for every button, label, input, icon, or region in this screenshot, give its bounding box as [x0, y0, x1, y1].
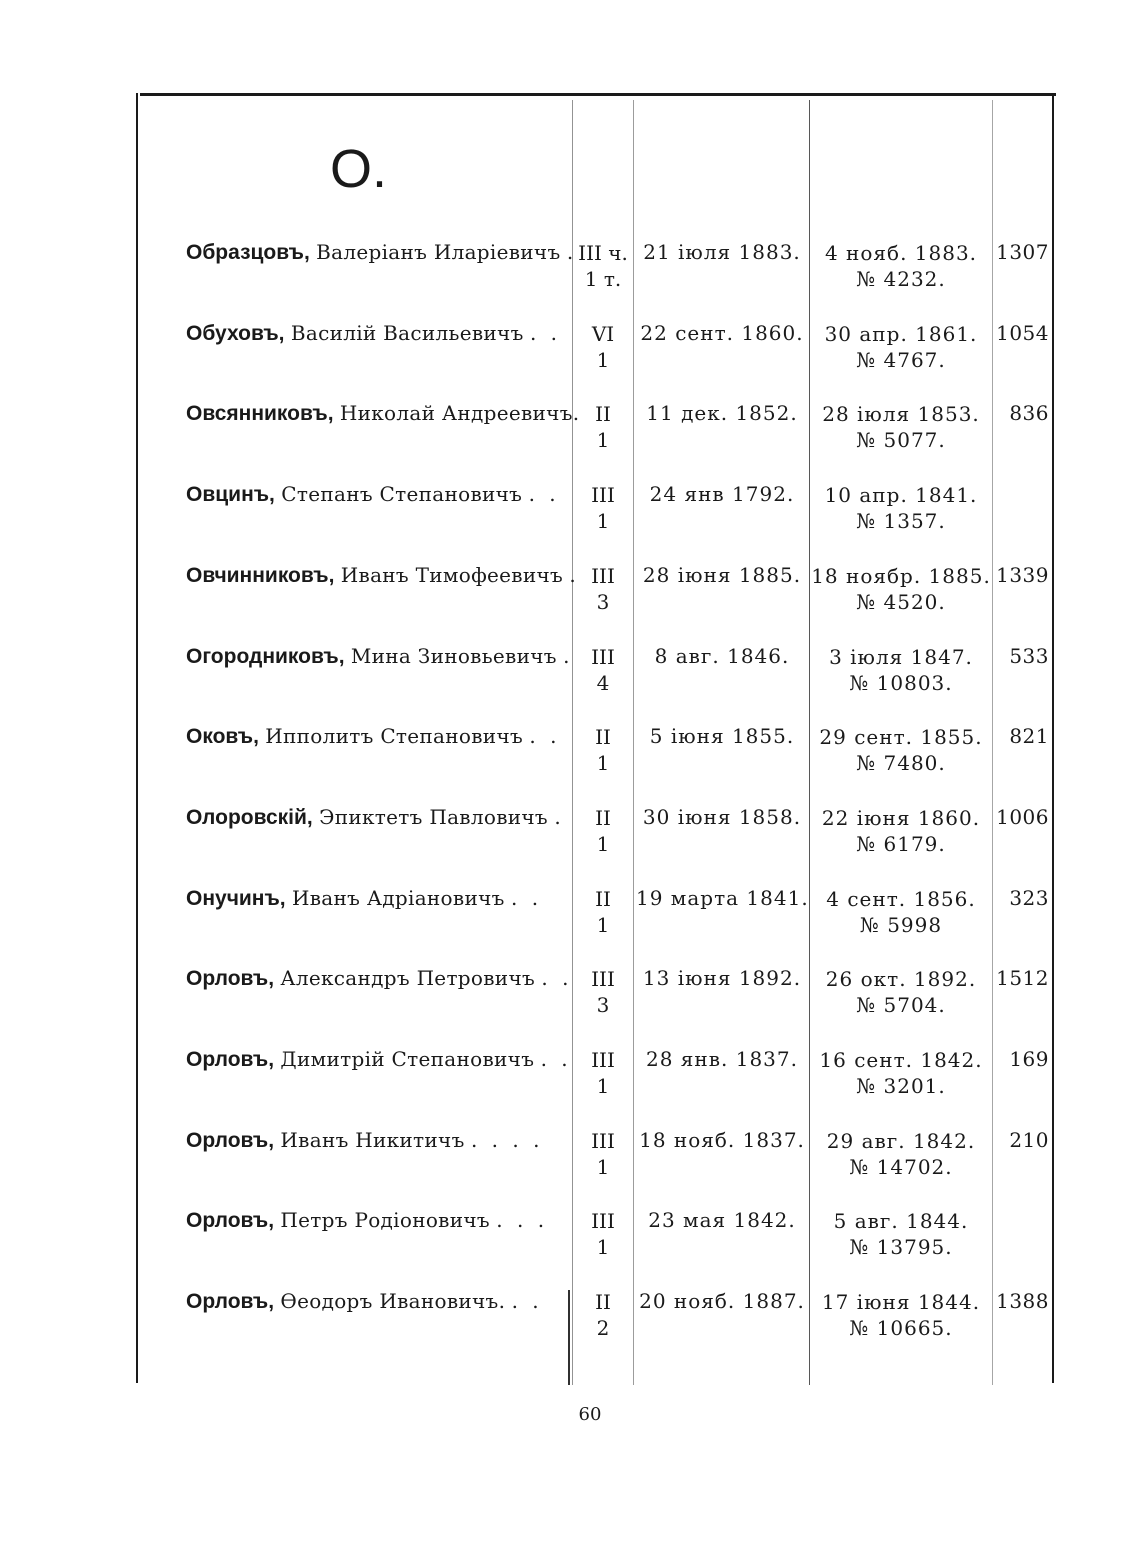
- entry-class-line1: III: [591, 645, 615, 669]
- entry-surname: Огородниковъ,: [186, 645, 345, 668]
- entry-order-number: № 4520.: [856, 590, 946, 614]
- entry-name: [186, 1289, 576, 1314]
- entry-leader-dots: . .: [528, 482, 560, 506]
- table-row: [0, 482, 1140, 552]
- entry-number: 1054: [996, 321, 1049, 345]
- entry-surname: Овчинниковъ,: [186, 564, 335, 587]
- entry-order-number: № 4767.: [856, 348, 946, 372]
- entry-born-date: 5 іюня 1855.: [649, 724, 795, 748]
- entry-appointed-date: 16 сент. 1842.: [819, 1048, 983, 1072]
- table-top-rule: [140, 93, 1056, 96]
- entry-appointment: [811, 1289, 991, 1341]
- entry-name: [186, 1128, 576, 1153]
- entry-class: [574, 886, 632, 938]
- entry-given-name: Иванъ Адріановичъ: [292, 886, 505, 910]
- entry-given-name: Александръ Петровичъ: [280, 966, 535, 990]
- entry-class: [574, 1208, 632, 1260]
- entry-order-number: № 6179.: [856, 832, 946, 856]
- entry-class-line2: 1: [596, 348, 610, 372]
- entry-order-number: № 5077.: [856, 428, 946, 452]
- entry-order-number: № 14702.: [849, 1155, 953, 1179]
- entry-surname: Орловъ,: [186, 1209, 275, 1232]
- entry-class: [574, 1289, 632, 1341]
- entry-number: 1307: [996, 240, 1049, 264]
- entry-born-date: 20 нояб. 1887.: [639, 1289, 805, 1313]
- entry-born-date: 23 мая 1842.: [648, 1208, 796, 1232]
- page-number: 60: [578, 1404, 602, 1425]
- entry-surname: Орловъ,: [186, 1129, 275, 1152]
- entry-surname: Оковъ,: [186, 725, 259, 748]
- table-row: [0, 805, 1140, 875]
- entry-surname: Обуховъ,: [186, 322, 285, 345]
- entry-name: [186, 482, 576, 507]
- entry-order-number: № 5704.: [856, 993, 946, 1017]
- entry-appointment: [811, 805, 991, 857]
- entry-born-date: 13 іюня 1892.: [642, 966, 802, 990]
- entry-given-name: Степанъ Степановичъ: [281, 482, 523, 506]
- entry-class: [574, 482, 632, 534]
- entry-number: 1388: [996, 1289, 1049, 1313]
- entry-class-line1: VI: [591, 322, 615, 346]
- entry-name: [186, 563, 580, 588]
- entry-leader-dots: . .: [511, 886, 543, 910]
- entry-name: [186, 1047, 576, 1072]
- entry-born-date: 19 марта 1841.: [636, 886, 809, 910]
- entry-leader-dots: .: [569, 563, 580, 587]
- entry-given-name: Мина Зиновьевичъ: [350, 644, 557, 668]
- entry-class-line1: III: [591, 1129, 615, 1153]
- entry-name: [186, 240, 576, 265]
- entry-class: [574, 1128, 632, 1180]
- entry-surname: Овцинъ,: [186, 483, 275, 506]
- table-row: [0, 1208, 1140, 1278]
- entry-given-name: Василій Васильевичъ: [290, 321, 524, 345]
- entry-appointment: [811, 563, 991, 615]
- entry-appointed-date: 3 іюля 1847.: [829, 645, 973, 669]
- entry-surname: Орловъ,: [186, 967, 275, 990]
- entry-class-line1: III: [591, 483, 615, 507]
- entry-surname: Орловъ,: [186, 1290, 275, 1313]
- entry-surname: Орловъ,: [186, 1048, 275, 1071]
- table-row: [0, 644, 1140, 714]
- entry-class: [574, 240, 632, 292]
- entry-appointment: [811, 321, 991, 373]
- entry-class-line1: III: [591, 967, 615, 991]
- entry-given-name: Эпиктетъ Павловичъ: [319, 805, 548, 829]
- table-row: [0, 1047, 1140, 1117]
- entry-class-line2: 1: [596, 509, 610, 533]
- table-row: [0, 321, 1140, 391]
- entry-class: [574, 805, 632, 857]
- table-row: [0, 1128, 1140, 1198]
- entry-leader-dots: . . .: [496, 1208, 549, 1232]
- entry-leader-dots: . .: [540, 1047, 572, 1071]
- entry-appointed-date: 29 авг. 1842.: [826, 1129, 976, 1153]
- entry-class-line2: 1: [596, 913, 610, 937]
- entry-number: 1339: [996, 563, 1049, 587]
- entry-appointed-date: 4 сент. 1856.: [826, 887, 976, 911]
- entry-name: [186, 886, 576, 911]
- entry-born-date: 24 янв 1792.: [649, 482, 795, 506]
- entry-name: [186, 805, 576, 830]
- entry-given-name: Иванъ Никитичъ: [280, 1128, 465, 1152]
- entry-appointed-date: 29 сент. 1855.: [819, 725, 983, 749]
- entry-appointed-date: 26 окт. 1892.: [825, 967, 977, 991]
- entry-class-line2: 1: [596, 1074, 610, 1098]
- table-row: [0, 401, 1140, 471]
- entry-appointment: [811, 966, 991, 1018]
- entry-born-date: 8 авг. 1846.: [654, 644, 790, 668]
- entry-appointed-date: 18 ноябр. 1885.: [811, 564, 991, 588]
- entry-given-name: Николай Андреевичъ.: [339, 401, 580, 425]
- entry-class: [574, 321, 632, 373]
- entry-given-name: Ипполитъ Степановичъ: [265, 724, 523, 748]
- entry-class: [574, 724, 632, 776]
- entry-name: [186, 724, 576, 749]
- entry-number: 836: [1009, 401, 1049, 425]
- entry-appointment: [811, 886, 991, 938]
- entry-leader-dots: . .: [529, 321, 562, 345]
- entry-order-number: № 4232.: [856, 267, 946, 291]
- entry-class-line1: III: [591, 1209, 615, 1233]
- entry-class-line1: III ч.: [578, 241, 628, 265]
- entry-given-name: Петръ Родіоновичъ: [280, 1208, 490, 1232]
- entry-order-number: № 5998: [859, 913, 943, 937]
- entry-surname: Олоровскій,: [186, 806, 313, 829]
- entry-appointed-date: 4 нояб. 1883.: [824, 241, 978, 265]
- entry-class-line2: 1 т.: [584, 267, 622, 291]
- entry-born-date: 28 іюня 1885.: [642, 563, 802, 587]
- entry-leader-dots: .: [566, 240, 578, 264]
- entry-class-line1: II: [595, 725, 611, 749]
- entry-appointment: [811, 240, 991, 292]
- entry-name: [186, 1208, 576, 1233]
- entry-appointed-date: 5 авг. 1844.: [833, 1209, 969, 1233]
- entry-leader-dots: .: [554, 805, 565, 829]
- entry-surname: Образцовъ,: [186, 241, 310, 264]
- entry-class-line2: 1: [596, 428, 610, 452]
- entry-appointed-date: 28 іюля 1853.: [822, 402, 980, 426]
- entry-class-line2: 3: [596, 993, 610, 1017]
- entry-class: [574, 644, 632, 696]
- entry-number: 1006: [996, 805, 1049, 829]
- entry-name: [186, 966, 576, 991]
- entry-class-line1: III: [591, 564, 615, 588]
- entry-class: [574, 401, 632, 453]
- entry-class-line1: II: [595, 1290, 611, 1314]
- table-row: [0, 240, 1140, 310]
- entry-number: 1512: [996, 966, 1049, 990]
- table-row: [0, 966, 1140, 1036]
- entry-class-line2: 1: [596, 832, 610, 856]
- entry-class-line2: 1: [596, 751, 610, 775]
- entry-class-line1: III: [591, 1048, 615, 1072]
- entry-appointed-date: 22 іюня 1860.: [821, 806, 981, 830]
- entry-class: [574, 563, 632, 615]
- entry-class-line1: II: [595, 402, 611, 426]
- entry-name: [186, 401, 580, 426]
- entry-given-name: Иванъ Тимофеевичъ: [340, 563, 564, 587]
- entry-number: 169: [1009, 1047, 1049, 1071]
- entry-class: [574, 1047, 632, 1099]
- entry-order-number: № 10665.: [849, 1316, 953, 1340]
- entry-class-line2: 3: [596, 590, 610, 614]
- entry-class-line1: II: [595, 806, 611, 830]
- entry-class-line2: 2: [596, 1316, 610, 1340]
- entry-surname: Онучинъ,: [186, 887, 286, 910]
- entry-leader-dots: .: [563, 644, 574, 668]
- entry-appointment: [811, 644, 991, 696]
- entry-appointed-date: 30 апр. 1861.: [824, 322, 978, 346]
- entry-order-number: № 7480.: [856, 751, 946, 775]
- table-row: [0, 724, 1140, 794]
- entry-leader-dots: . .: [511, 1289, 543, 1313]
- entry-name: [186, 644, 576, 669]
- entry-number: 533: [1009, 644, 1049, 668]
- entry-class-line2: 4: [596, 671, 610, 695]
- entry-leader-dots: . . . .: [470, 1128, 544, 1152]
- entry-name: [186, 321, 576, 346]
- entry-leader-dots: . .: [541, 966, 573, 990]
- entry-appointed-date: 10 апр. 1841.: [824, 483, 978, 507]
- entry-born-date: 28 янв. 1837.: [646, 1047, 798, 1071]
- entry-class-line1: II: [595, 887, 611, 911]
- entry-appointment: [811, 1128, 991, 1180]
- entry-appointment: [811, 1208, 991, 1260]
- entry-class-line2: 1: [596, 1235, 610, 1259]
- entry-born-date: 22 сент. 1860.: [640, 321, 804, 345]
- entry-appointment: [811, 482, 991, 534]
- entry-class: [574, 966, 632, 1018]
- entry-born-date: 18 нояб. 1837.: [639, 1128, 805, 1152]
- entry-order-number: № 13795.: [849, 1235, 953, 1259]
- entry-appointment: [811, 724, 991, 776]
- entry-number: 323: [1009, 886, 1049, 910]
- table-row: [0, 563, 1140, 633]
- entry-given-name: Валеріанъ Иларіевичъ: [316, 240, 561, 264]
- section-letter: О.: [330, 139, 388, 199]
- table-row: [0, 886, 1140, 956]
- entry-born-date: 30 іюня 1858.: [642, 805, 802, 829]
- entry-born-date: 11 дек. 1852.: [646, 401, 798, 425]
- entry-number: 821: [1009, 724, 1049, 748]
- entry-appointment: [811, 401, 991, 453]
- entry-given-name: Өеодоръ Ивановичъ.: [280, 1289, 506, 1313]
- table-row: [0, 1289, 1140, 1359]
- entry-surname: Овсянниковъ,: [186, 402, 334, 425]
- entry-class-line2: 1: [596, 1155, 610, 1179]
- entry-order-number: № 10803.: [849, 671, 953, 695]
- entry-given-name: Димитрій Степановичъ: [280, 1047, 535, 1071]
- entry-born-date: 21 іюля 1883.: [643, 240, 801, 264]
- entry-appointed-date: 17 іюня 1844.: [821, 1290, 981, 1314]
- entry-leader-dots: . .: [529, 724, 561, 748]
- entry-appointment: [811, 1047, 991, 1099]
- entry-order-number: № 3201.: [856, 1074, 946, 1098]
- entry-order-number: № 1357.: [856, 509, 946, 533]
- entry-number: 210: [1009, 1128, 1049, 1152]
